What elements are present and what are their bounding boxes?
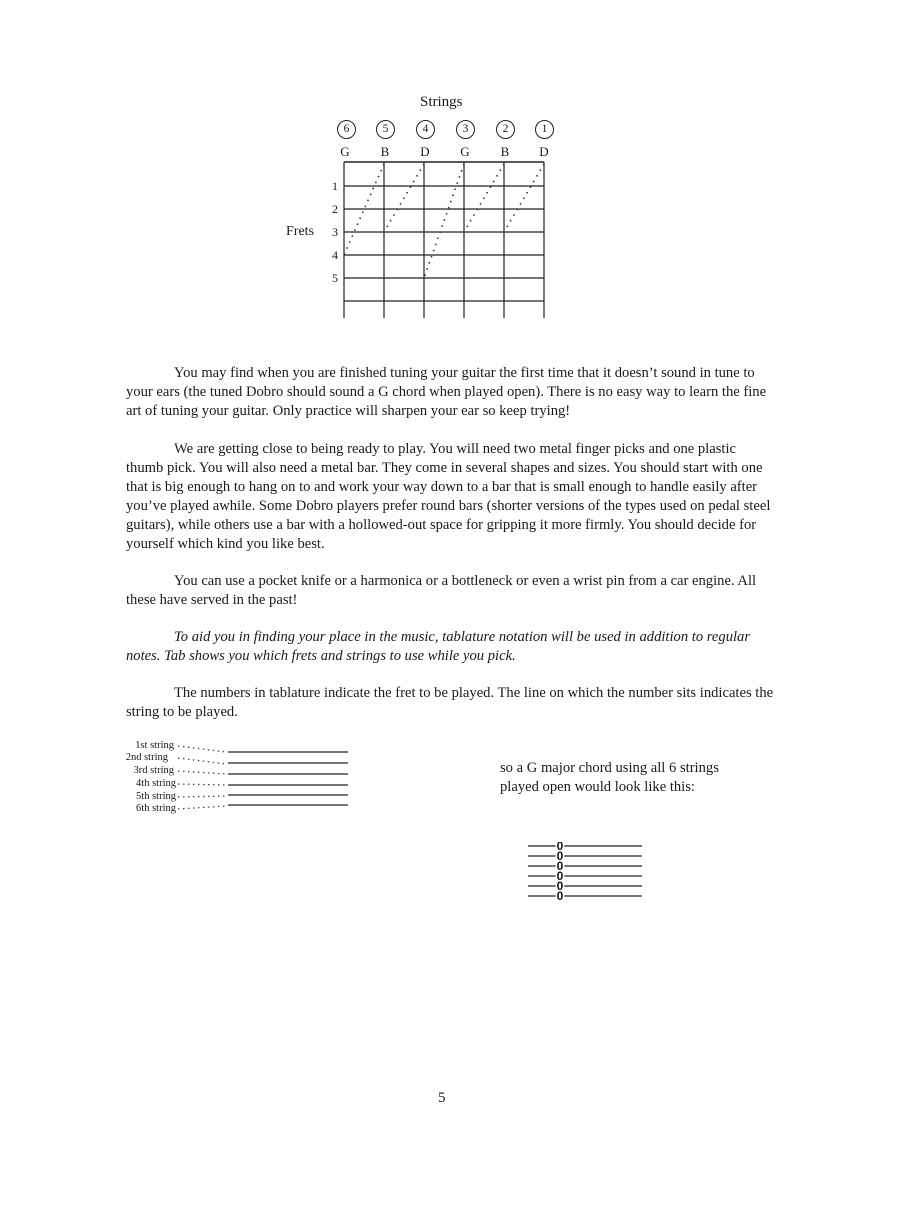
chord-fret-string-6: 0 <box>556 889 564 903</box>
leader-6th-string <box>178 806 226 809</box>
fretboard-grid <box>338 158 550 322</box>
string-number-1: 1 <box>535 120 554 139</box>
chord-fret-string-2: 0 <box>556 849 564 863</box>
fret-number-3: 3 <box>332 225 338 239</box>
chord-fret-string-5: 0 <box>556 879 564 893</box>
tuning-path-5 <box>504 164 544 232</box>
tab-label-3rd-string: 3rd string <box>133 765 174 776</box>
tab-label-1st-string: 1st string <box>135 740 174 751</box>
leader-2nd-string <box>178 758 226 764</box>
tab-label-2nd-string: 2nd string <box>125 752 168 763</box>
fret-number-1: 1 <box>332 179 338 193</box>
tab-label-6th-string: 6th string <box>136 803 176 814</box>
leader-3rd-string <box>178 771 226 774</box>
paragraph-alternatives: You can use a pocket knife or a harmonica or a bottleneck or even a wrist pin from a car engine. All these have served in the past! <box>126 573 757 608</box>
string-number-5: 5 <box>376 120 395 139</box>
paragraph-picks-and-bar: We are getting close to being ready to play. You will need two metal finger picks and one plastic thumb pick. You will also need a metal bar. They come in several shapes and sizes. You should start with one that is big enough to hang on to and work your way down to a bar that is small enough to handle easily after you’ve played awhile. Some Dobro players prefer round bars (shorter versions of the types used on pedal steel guitars), while others use a bar with a hollowed-out space for gripping it more firmly. You should decide for yourself which kind you like best. <box>126 441 771 552</box>
fret-number-5: 5 <box>332 271 338 285</box>
string-number-4: 4 <box>416 120 435 139</box>
chord-fret-string-3: 0 <box>556 859 564 873</box>
tuning-path-4 <box>464 164 504 232</box>
string-note-6: G <box>340 144 350 159</box>
string-note-3: G <box>460 144 470 159</box>
string-note-2: B <box>500 144 510 159</box>
string-note-1: D <box>539 144 549 159</box>
string-number-2: 2 <box>496 120 515 139</box>
paragraph-tuning: You may find when you are finished tuning your guitar the first time that it doesn’t sound in tune to your ears (the tuned Dobro should sound a G chord when played open). There is no easy way to learn the fine art of tuning your guitar. Only practice will sharpen your ear so keep trying! <box>126 365 767 419</box>
tuning-path-3 <box>424 164 464 278</box>
string-number-6: 6 <box>337 120 356 139</box>
string-note-5: B <box>380 144 390 159</box>
leader-1st-string <box>178 746 226 752</box>
paragraph-tablature-intro: To aid you in finding your place in the music, tablature notation will be used in addition to regular notes. Tab shows you which frets and strings to use while you pick. <box>126 629 751 664</box>
tuning-path-2 <box>384 164 424 232</box>
page-number: 5 <box>438 1090 446 1106</box>
chord-fret-string-1: 0 <box>556 842 564 853</box>
tab-staff-legend <box>178 742 350 814</box>
string-number-3: 3 <box>456 120 475 139</box>
string-note-4: D <box>420 144 430 159</box>
strings-label: Strings <box>420 94 463 110</box>
chord-example-text: so a G major chord using all 6 strings played open would look like this: <box>500 760 719 795</box>
frets-label: Frets <box>286 224 314 239</box>
leader-5th-string <box>178 796 226 797</box>
g-major-chord-tab <box>526 842 646 904</box>
tab-label-5th-string: 5th string <box>136 791 176 802</box>
leader-4th-string <box>178 784 226 785</box>
fret-number-2: 2 <box>332 202 338 216</box>
fret-number-4: 4 <box>332 248 338 262</box>
chord-fret-string-4: 0 <box>556 869 564 883</box>
tab-label-4th-string: 4th string <box>136 778 176 789</box>
paragraph-tablature-explanation: The numbers in tablature indicate the fret to be played. The line on which the number sits indicates the string to be played. <box>126 685 774 720</box>
